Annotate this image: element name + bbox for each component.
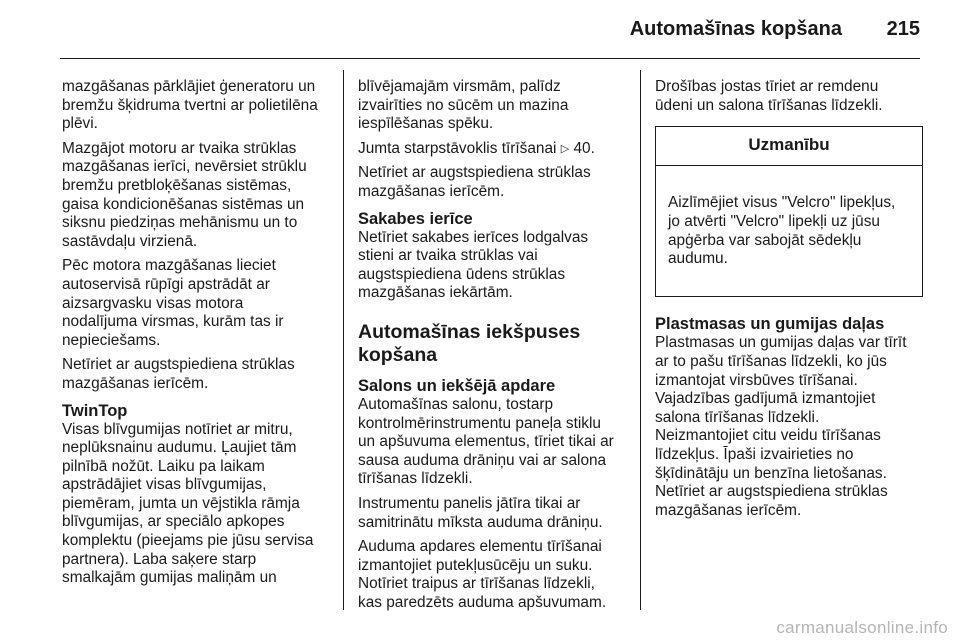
column-3 xyxy=(655,78,923,526)
caution-heading: Uzmanību xyxy=(656,127,922,166)
paragraph-wax-treatment: Pēc motora mazgāšanas lieciet autoservisā rūpīgi apstrādāt ar aizsargvasku visas motora nodalījuma virsmas, kurām tas ir nepieciešams. xyxy=(62,257,284,349)
column-1 xyxy=(62,78,330,594)
caution-box xyxy=(655,126,923,297)
page-title: Automašīnas kopšana xyxy=(629,18,842,40)
paragraph-instrument-panel: Instrumentu panelis jātīra tikai ar samitrinātu mīksta auduma drāniņu. xyxy=(358,494,603,531)
paragraph-steam-cleaning: Mazgājot motoru ar tvaika strūklas mazgāšanas ierīci, nevērsiet strūklu bremžu pretbloķēšanas sistēmas, gaisa kondicionēšanas sistēmas un siksnu piedziņas mehānismu un to sastāvdaļu virzienā. xyxy=(62,139,307,250)
watermark: carmanualsonline.info xyxy=(776,618,948,637)
paragraph-sealing-surfaces: blīvējamajām virsmām, palīdz izvairīties no sūcēm un mazina iespīlēšanas spēku. xyxy=(358,78,569,133)
paragraph-no-high-pressure-2: Netīriet ar augstspiediena strūklas mazgāšanas ierīcēm. xyxy=(358,164,591,200)
heading-towbar: Sakabes ierīce xyxy=(358,209,473,228)
roof-position-text: Jumta starpstāvoklis tīrīšanai xyxy=(358,139,561,157)
paragraph-interior-trim: Automašīnas salonu, tostarp kontrolmērinstrumentu paneļa stiklu un apšuvuma elementus, tīriet tikai ar sausa auduma drāniņu vai ar salona tīrīšanas līdzekli. xyxy=(358,395,614,488)
paragraph-roof-position xyxy=(358,140,628,159)
column-2 xyxy=(358,78,628,618)
page-header xyxy=(0,0,960,60)
paragraph-towbar: Netīriet sakabes ierīces lodgalvas stieni ar tvaika strūklas vai augstspiediena ūdens strūklas mazgāšanas iekārtām. xyxy=(358,228,589,302)
paragraph-plastic-rubber: Plastmasas un gumijas daļas var tīrīt ar to pašu tīrīšanas līdzekli, ko jūs izmantojat virsbūves tīrīšanai. Vajadzības gadījumā izmantojiet salona tīrīšanas līdzekli. Neizmantojiet citu veidu tīrīšanas līdzekļus. Īpaši izvairieties no šķīdinātāju un benzīna lietošanas. Netīriet ar augstspiediena strūklas mazgāšanas ierīcēm. xyxy=(655,334,907,519)
page-number: 215 xyxy=(886,18,920,40)
paragraph-seat-belts: Drošības jostas tīriet ar remdenu ūdeni un salona tīrīšanas līdzekli. xyxy=(655,78,883,114)
paragraph-no-high-pressure: Netīriet ar augstspiediena strūklas mazgāšanas ierīcēm. xyxy=(62,356,295,392)
column-divider-2 xyxy=(640,70,641,610)
paragraph-fabric-trim: Auduma apdares elementu tīrīšanai izmantojiet putekļusūcēju un suku. Notīriet traipus ar tīrīšanas līdzekli, kas paredzēts auduma apšuvumam. xyxy=(358,538,607,611)
triangle-reference-icon[interactable]: ▷ xyxy=(560,142,570,155)
heading-interior-trim: Salons un iekšējā apdare xyxy=(358,376,556,395)
caution-text: Aizlīmējiet visus "Velcro" lipekļus, jo atvērti "Velcro" lipekļi uz jūsu apģērba var sabojāt sēdekļu audumu. xyxy=(668,194,896,268)
paragraph-cover-generator: mazgāšanas pārklājiet ģeneratoru un bremžu šķidruma tvertni ar polietilēna plēvi. xyxy=(62,78,318,133)
page-reference-link[interactable]: 40. xyxy=(573,139,595,157)
heading-twintop: TwinTop xyxy=(62,401,128,420)
section-heading-interior-care: Automašīnas iekšpuses kopšana xyxy=(358,320,581,366)
paragraph-twintop: Visas blīvgumijas notīriet ar mitru, neplūksnainu audumu. Ļaujiet tām pilnībā nožūt. Laiku pa laikam apstrādājiet visas blīvgumijas, piemēram, jumta un vējstikla rāmja blīvgumijas, ar speciālo apkopes komplektu (pieejams pie jūsu servisa partnera). Laba saķere starp smalkajām gumijas maliņām un xyxy=(62,420,314,587)
heading-plastic-rubber: Plastmasas un gumijas daļas xyxy=(655,315,885,334)
column-divider-1 xyxy=(343,70,344,610)
caution-body xyxy=(656,166,922,297)
header-divider xyxy=(60,58,920,59)
